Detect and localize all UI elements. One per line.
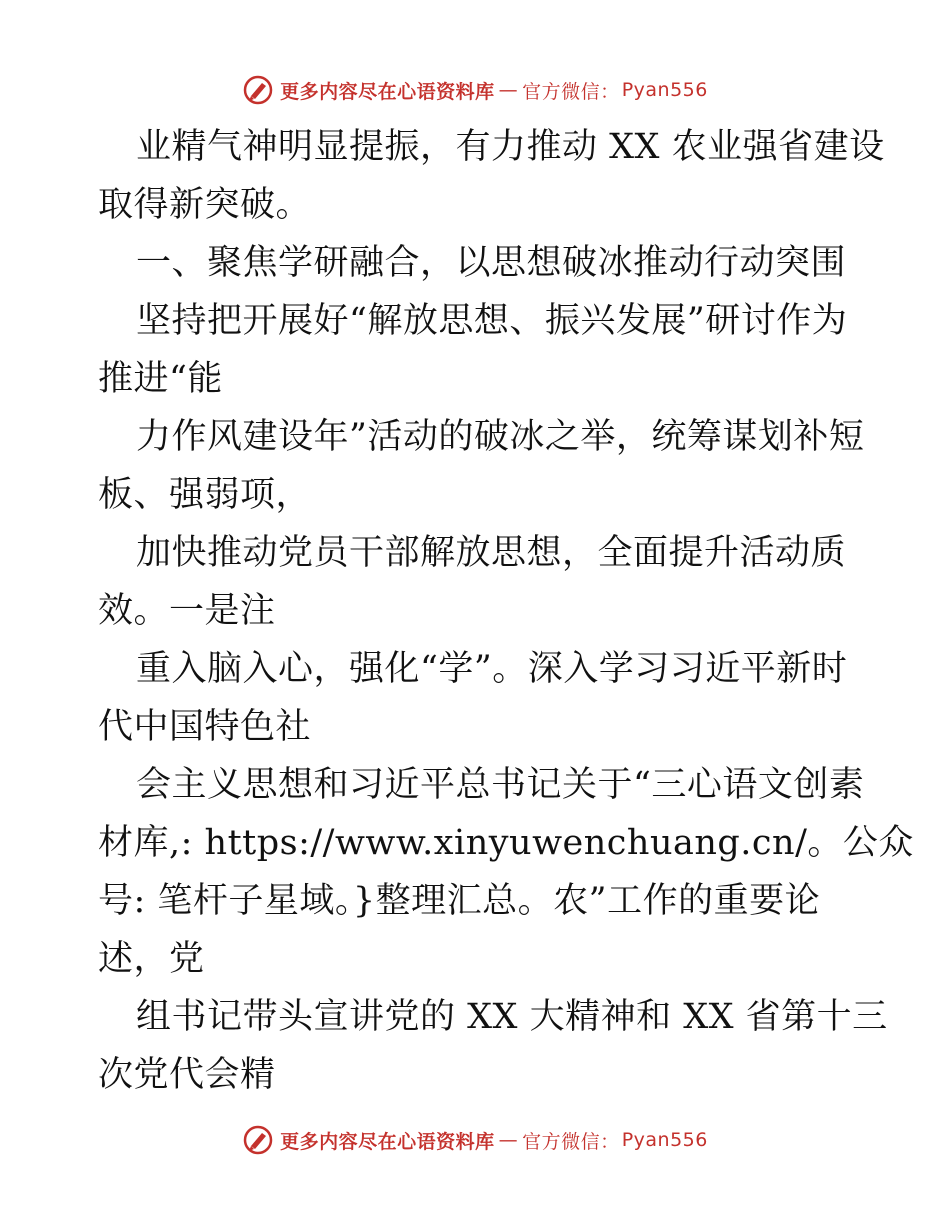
document-body (98, 118, 914, 1104)
body-line: 力作风建设年”活动的破冰之举，统筹谋划补短 (136, 417, 865, 457)
banner-wechat-id: Pyan556 (621, 1129, 708, 1151)
body-line: 推进“能 (98, 359, 223, 399)
body-line: 加快推动党员干部解放思想，全面提升活动质 (136, 533, 847, 573)
banner-separator: — (498, 79, 519, 101)
header-banner (0, 70, 950, 110)
body-line: 取得新突破。 (98, 185, 312, 225)
body-line: 业精气神明显提振，有力推动 XX 农业强省建设 (136, 127, 885, 167)
body-line: 材库,: https://www.xinyuwenchuang.cn/。公众 (98, 823, 914, 863)
banner-wechat-label: 官方微信： (522, 1130, 620, 1153)
section-heading: 一、聚焦学研融合，以思想破冰推动行动突围 (136, 243, 847, 283)
footer-banner (0, 1120, 950, 1160)
body-line: 坚持把开展好“解放思想、振兴发展”研讨作为 (136, 301, 848, 341)
body-line: 重入脑入心，强化“学”。深入学习习近平新时 (136, 649, 848, 689)
banner-title: 更多内容尽在心语资料库 (280, 80, 495, 103)
body-line: 代中国特色社 (98, 707, 312, 747)
body-line: 板、强弱项， (98, 475, 312, 515)
body-line: 组书记带头宣讲党的 XX 大精神和 XX 省第十三 (136, 997, 888, 1037)
body-line: 会主义思想和习近平总书记关于“三心语文创素 (136, 765, 865, 805)
banner-title: 更多内容尽在心语资料库 (280, 1130, 495, 1153)
pen-logo-icon (242, 1124, 274, 1156)
body-line: 述，党 (98, 939, 205, 979)
banner-wechat-id: Pyan556 (621, 79, 708, 101)
pen-logo-icon (242, 74, 274, 106)
body-line: 号: 笔杆子星域。}整理汇总。农”工作的重要论 (98, 881, 821, 921)
body-line: 效。一是注 (98, 591, 276, 631)
banner-wechat-label: 官方微信： (522, 80, 620, 103)
banner-separator: — (498, 1129, 519, 1151)
body-line: 次党代会精 (98, 1055, 276, 1095)
